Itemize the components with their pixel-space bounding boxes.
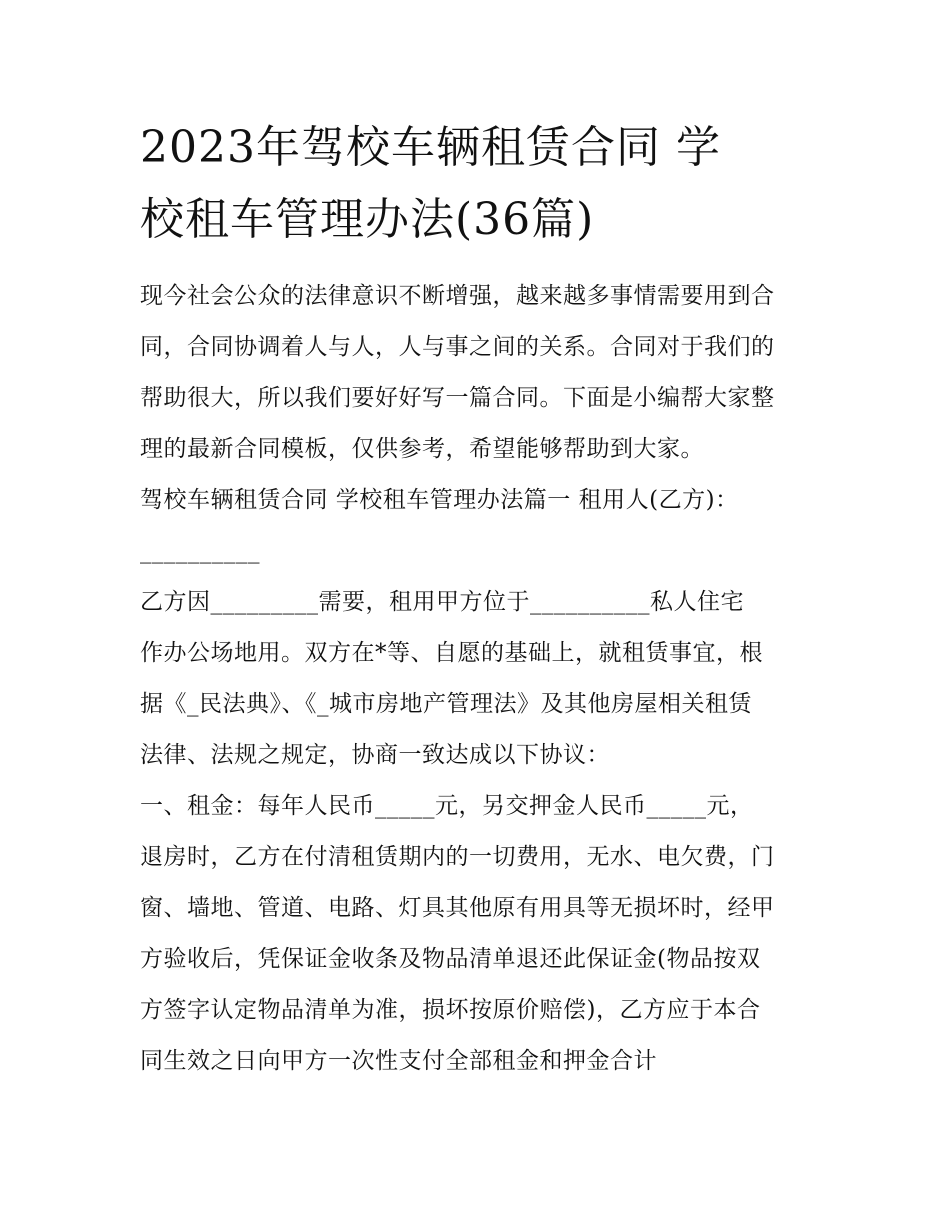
body-line: 一、租金：每年人民币_____元，另交押金人民币_____元，	[140, 793, 754, 819]
body-line: 乙方因_________需要，租用甲方位于__________私人住宅	[140, 589, 744, 615]
body-line: 方验收后，凭保证金收条及物品清单退还此保证金(物品按双	[140, 946, 761, 972]
body-line: 方签字认定物品清单为准，损坏按原价赔偿)，乙方应于本合	[140, 997, 761, 1023]
body-line: 据《_民法典》、《_城市房地产管理法》及其他房屋相关租赁	[140, 691, 752, 717]
document-body	[140, 280, 830, 1096]
body-line: 同生效之日向甲方一次性支付全部租金和押金合计	[140, 1048, 657, 1074]
document-title	[140, 112, 830, 256]
blank-underline: __________	[140, 538, 260, 564]
body-line: 现今社会公众的法律意识不断增强，越来越多事情需要用到合	[140, 283, 775, 309]
body-line: 理的最新合同模板，仅供参考，希望能够帮助到大家。	[140, 436, 704, 462]
body-line: 法律、法规之规定，协商一致达成以下协议：	[140, 742, 610, 768]
title-line-2: 校租车管理办法(36篇)	[140, 194, 595, 245]
body-line: 退房时，乙方在付清租赁期内的一切费用，无水、电欠费，门	[140, 844, 775, 870]
body-line: 帮助很大，所以我们要好好写一篇合同。下面是小编帮大家整	[140, 385, 775, 411]
body-line: 作办公场地用。双方在*等、自愿的基础上，就租赁事宜，根	[140, 640, 763, 666]
body-line: 窗、墙地、管道、电路、灯具其他原有用具等无损坏时，经甲	[140, 895, 775, 921]
body-line: 同，合同协调着人与人，人与事之间的关系。合同对于我们的	[140, 334, 775, 360]
title-line-1: 2023年驾校车辆租赁合同 学	[140, 122, 721, 173]
body-line: 驾校车辆租赁合同 学校租车管理办法篇一 租用人(乙方)：	[140, 487, 739, 513]
